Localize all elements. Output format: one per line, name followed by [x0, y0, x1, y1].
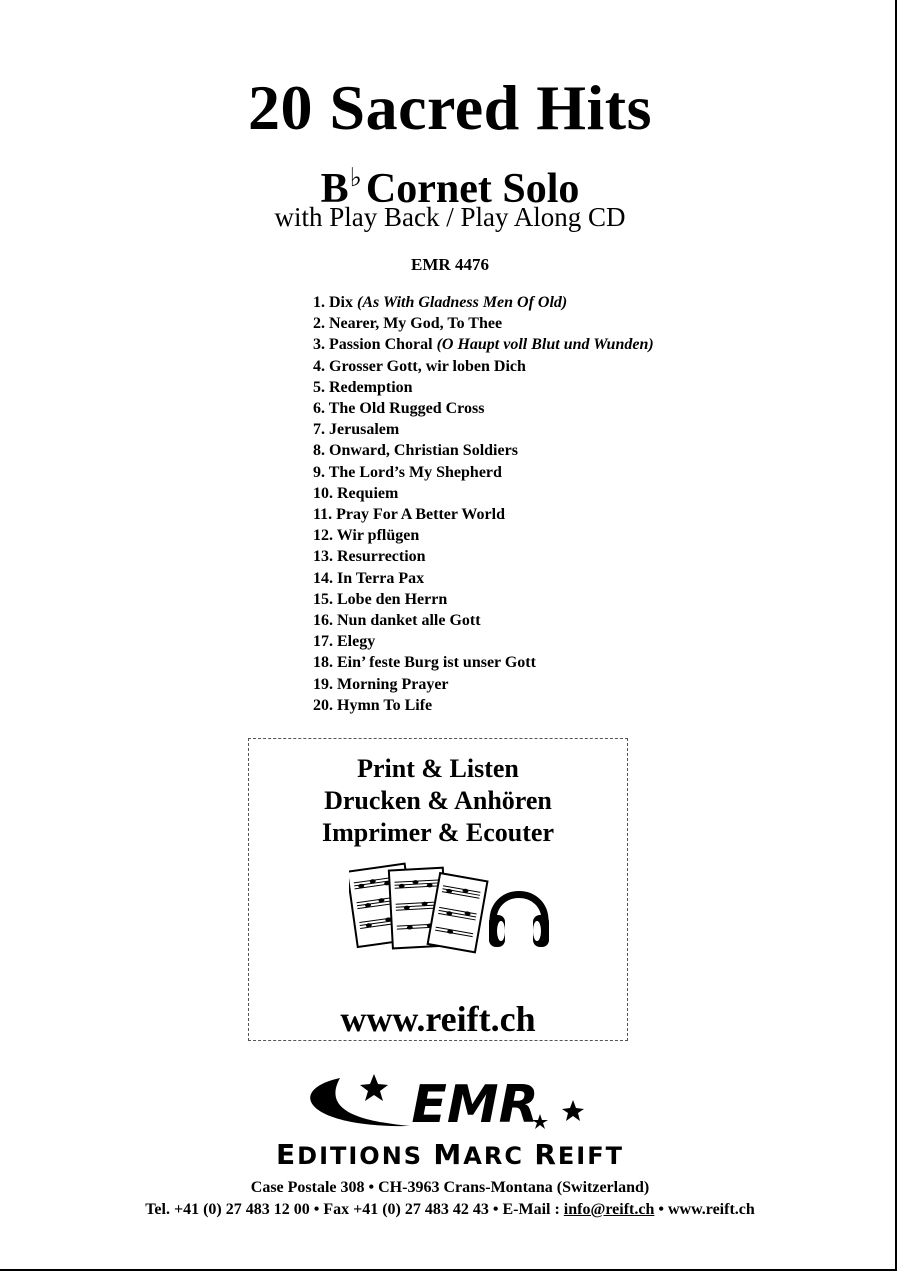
publisher-cap-e: E: [276, 1138, 298, 1171]
track-item: [313, 546, 654, 567]
sheet-music-icon: [349, 864, 487, 953]
track-subtitle: (As With Gladness Men Of Old): [357, 294, 568, 311]
track-item: [313, 419, 654, 440]
track-item: [313, 356, 654, 377]
catalog-number: EMR 4476: [411, 255, 489, 274]
track-item: [313, 313, 654, 334]
track-title: 17. Elegy: [313, 633, 376, 651]
track-title: 14. In Terra Pax: [313, 569, 425, 587]
publisher-address: Case Postale 308 • CH-3963 Crans-Montana (Switzerland): [250, 1179, 650, 1196]
track-title: 18. Ein’ feste Burg ist unser Gott: [313, 654, 536, 672]
track-title: 4. Grosser Gott, wir loben Dich: [313, 357, 526, 375]
headphones-icon: [489, 895, 549, 948]
track-title: 5. Redemption: [313, 378, 413, 396]
star-icon: [562, 1100, 584, 1121]
track-item: [313, 462, 654, 483]
flat-sign: ♭: [349, 163, 362, 192]
contact-website: • www.reift.ch: [654, 1201, 755, 1218]
track-list: [313, 292, 654, 716]
track-title: 15. Lobe den Herrn: [313, 590, 448, 608]
tagline: with Play Back / Play Along CD: [274, 202, 626, 232]
track-item: [313, 695, 654, 716]
track-title: 11. Pray For A Better World: [313, 506, 505, 524]
track-title: 6. The Old Rugged Cross: [313, 400, 485, 418]
track-item: [313, 377, 654, 398]
publisher-cap-r: R: [534, 1138, 558, 1171]
publisher-word-m: ARC: [463, 1142, 535, 1170]
promo-url: www.reift.ch: [340, 999, 536, 1039]
emr-logo: [300, 1070, 600, 1140]
track-item: [313, 292, 654, 313]
track-item: [313, 674, 654, 695]
print-listen-box: [248, 738, 628, 1041]
publisher-cap-m: M: [433, 1138, 464, 1171]
instrument-letter: B: [320, 166, 349, 212]
track-item: [313, 504, 654, 525]
track-item: [313, 631, 654, 652]
email-link[interactable]: info@reift.ch: [563, 1201, 655, 1218]
publisher-word-r: EIFT: [557, 1142, 624, 1170]
publisher-contact: [0, 1200, 900, 1220]
track-item: [313, 440, 654, 461]
logo-text: EMR: [411, 1075, 539, 1135]
contact-phone-fax: Tel. +41 (0) 27 483 12 00 • Fax +41 (0) 27 483 42 43 • E-Mail :: [145, 1201, 564, 1218]
promo-line-french: Imprimer & Ecouter: [321, 818, 554, 847]
promo-illustration: [349, 861, 559, 961]
track-title: 19. Morning Prayer: [313, 675, 449, 693]
track-item: [313, 610, 654, 631]
track-item: [313, 589, 654, 610]
track-title: 12. Wir pflügen: [313, 527, 420, 545]
instrument-name: Cornet Solo: [365, 166, 580, 212]
star-icon: [360, 1074, 388, 1101]
track-item: [313, 398, 654, 419]
track-item: [313, 525, 654, 546]
promo-line-german: Drucken & Anhören: [324, 786, 552, 815]
track-title: 3. Passion Choral: [313, 336, 433, 354]
promo-line-english: Print & Listen: [357, 754, 519, 783]
book-title: 20 Sacred Hits: [247, 72, 653, 143]
track-title: 7. Jerusalem: [313, 421, 400, 439]
track-item: [313, 334, 654, 355]
track-title: 2. Nearer, My God, To Thee: [313, 315, 503, 333]
track-title: 16. Nun danket alle Gott: [313, 612, 481, 630]
publisher-name: [0, 1140, 900, 1171]
track-title: 1. Dix: [313, 294, 353, 311]
track-title: 10. Requiem: [313, 484, 399, 502]
track-title: 13. Resurrection: [313, 548, 426, 566]
publisher-word-e: DITIONS: [297, 1142, 434, 1170]
track-title: 20. Hymn To Life: [313, 696, 433, 714]
logo-swoosh: [310, 1078, 410, 1126]
track-item: [313, 483, 654, 504]
track-title: 9. The Lord’s My Shepherd: [313, 463, 502, 481]
track-title: 8. Onward, Christian Soldiers: [313, 442, 518, 460]
track-item: [313, 568, 654, 589]
track-item: [313, 652, 654, 673]
track-subtitle: (O Haupt voll Blut und Wunden): [436, 336, 654, 354]
